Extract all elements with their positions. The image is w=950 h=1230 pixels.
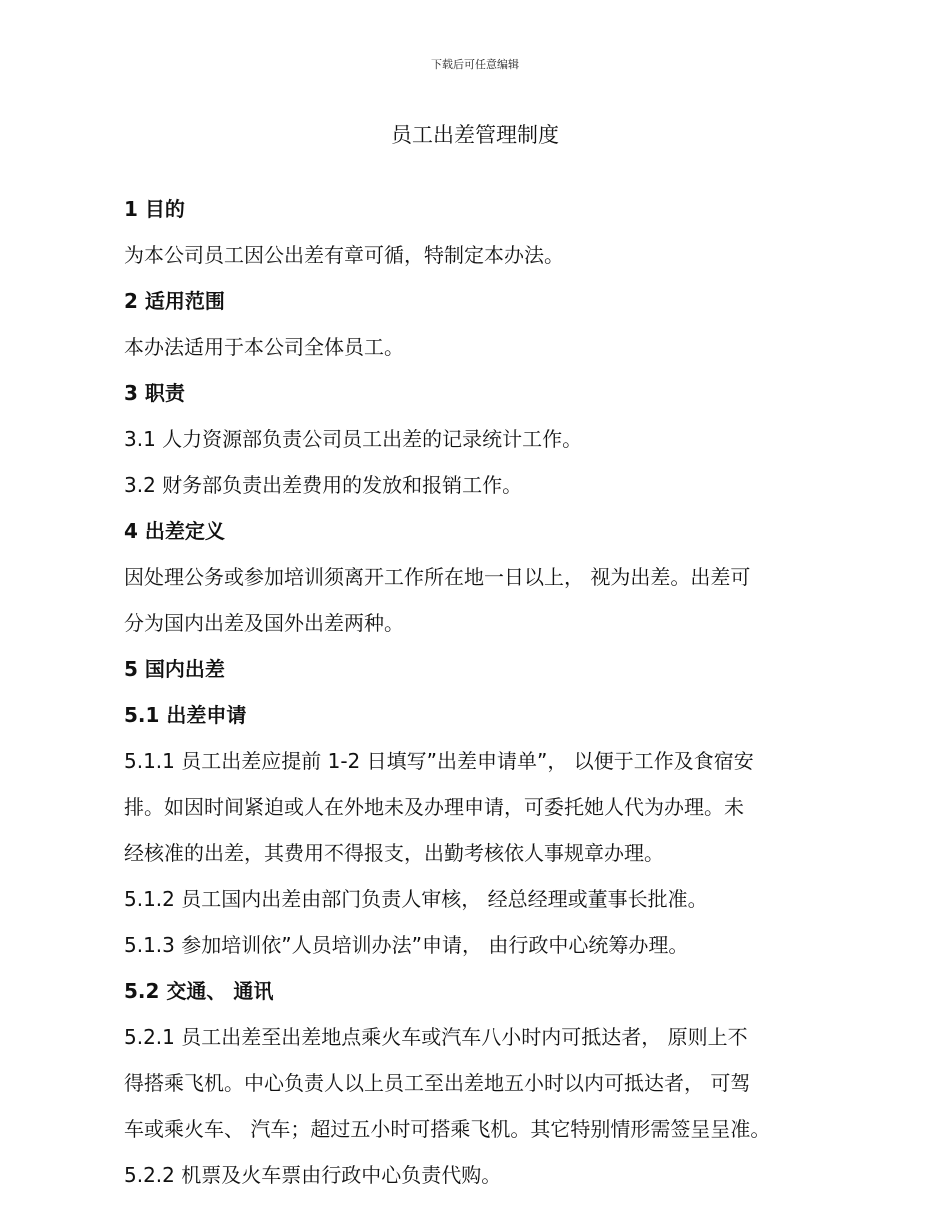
section-heading: 2 适用范围: [124, 289, 225, 313]
paragraph-line: 分为国内出差及国外出差两种。: [124, 611, 404, 635]
subsection-heading: 5.1 出差申请: [124, 703, 247, 727]
paragraph-line: 车或乘火车、 汽车；超过五小时可搭乘飞机。其它特别情形需签呈呈准。: [124, 1117, 771, 1141]
document-body: [124, 186, 844, 1198]
paragraph-line: 经核准的出差，其费用不得报支，出勤考核依人事规章办理。: [124, 841, 664, 865]
paragraph-line: 排。如因时间紧迫或人在外地未及办理申请，可委托她人代为办理。未: [124, 795, 744, 819]
paragraph-line: 因处理公务或参加培训须离开工作所在地一日以上， 视为出差。出差可: [124, 565, 751, 589]
section-heading: 5 国内出差: [124, 657, 225, 681]
paragraph-line: 5.1.1 员工出差应提前 1-2 日填写”出差申请单”， 以便于工作及食宿安: [124, 749, 754, 773]
paragraph-line: 3.1 人力资源部负责公司员工出差的记录统计工作。: [124, 427, 583, 451]
paragraph-line: 5.1.3 参加培训依”人员培训办法”申请， 由行政中心统筹办理。: [124, 933, 689, 957]
paragraph-line: 5.2.1 员工出差至出差地点乘火车或汽车八小时内可抵达者， 原则上不: [124, 1025, 748, 1049]
subsection-heading: 5.2 交通、 通讯: [124, 979, 274, 1003]
document-title: 员工出差管理制度: [391, 123, 559, 147]
paragraph-line: 5.1.2 员工国内出差由部门负责人审核， 经总经理或董事长批准。: [124, 887, 708, 911]
section-heading: 3 职责: [124, 381, 185, 405]
paragraph-line: 得搭乘飞机。中心负责人以上员工至出差地五小时以内可抵达者， 可驾: [124, 1071, 751, 1095]
paragraph-line: 5.2.2 机票及火车票由行政中心负责代购。: [124, 1163, 502, 1187]
paragraph-line: 3.2 财务部负责出差费用的发放和报销工作。: [124, 473, 523, 497]
header-note: 下载后可任意编辑: [431, 58, 519, 71]
paragraph-line: 为本公司员工因公出差有章可循，特制定本办法。: [124, 243, 564, 267]
paragraph-line: 本办法适用于本公司全体员工。: [124, 335, 404, 359]
section-heading: 4 出差定义: [124, 519, 225, 543]
section-heading: 1 目的: [124, 197, 185, 221]
